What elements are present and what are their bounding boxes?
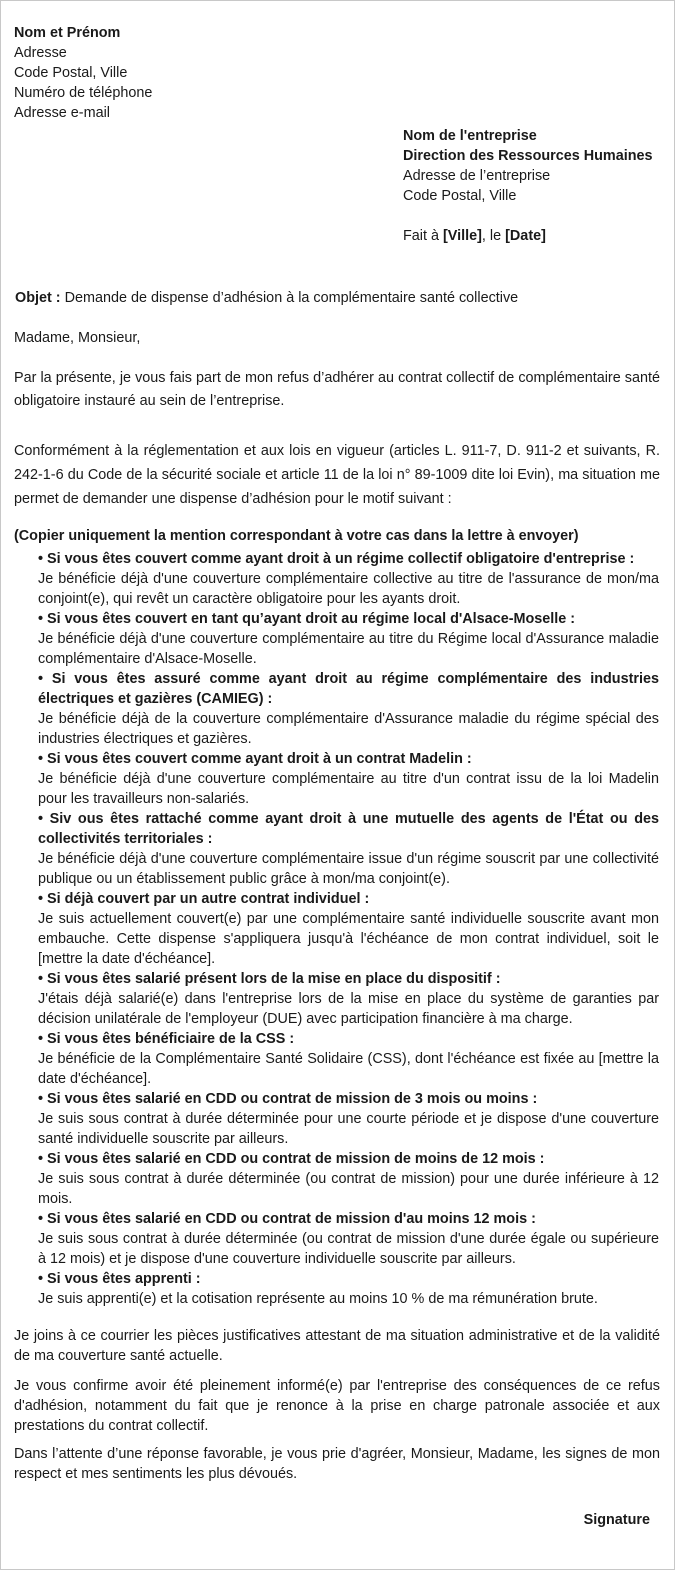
case-text: Je suis sous contrat à durée déterminée pour une courte période et je dispose d'une couverture santé individuelle souscrite par ailleurs. bbox=[38, 1111, 659, 1147]
subject-text: Demande de dispense d’adhésion à la complémentaire santé collective bbox=[60, 290, 519, 306]
date-placeholder: [Date] bbox=[505, 228, 546, 244]
closing-paragraph: Dans l’attente d’une réponse favorable, je vous prie d'agréer, Monsieur, Madame, les signes de mon respect et mes sentiments les plus dévoués. bbox=[14, 1446, 660, 1482]
case-heading: • Si vous êtes bénéficiaire de la CSS : bbox=[38, 1031, 295, 1047]
case-heading: • Si vous êtes couvert comme ayant droit à un régime collectif obligatoire d'entreprise : bbox=[38, 551, 635, 567]
case-item bbox=[38, 609, 659, 669]
confirmation-paragraph: Je vous confirme avoir été pleinement informé(e) par l'entreprise des conséquences de ce refus d'adhésion, notamment du fait que je renonce à la prise en charge patronale associée et aux prestations du contrat collectif. bbox=[14, 1378, 660, 1434]
case-heading: • Si vous êtes couvert comme ayant droit à un contrat Madelin : bbox=[38, 751, 472, 767]
sender-phone: Numéro de téléphone bbox=[14, 85, 153, 101]
recipient-postal: Code Postal, Ville bbox=[403, 188, 517, 204]
sender-block bbox=[14, 23, 152, 123]
case-text: J'étais déjà salarié(e) dans l'entreprise lors de la mise en place du système de garanties par décision unilatérale de l'employeur (DUE) avec participation financière à ma charge. bbox=[38, 991, 659, 1027]
intro-paragraph: Par la présente, je vous fais part de mon refus d’adhérer au contrat collectif de complémentaire santé obligatoire instauré au sein de l’entreprise. bbox=[14, 370, 660, 409]
subject-label: Objet : bbox=[15, 290, 61, 306]
case-text: Je bénéficie déjà d'une couverture complémentaire au titre du Régime local d'Assurance maladie complémentaire d'Alsace-Moselle. bbox=[38, 631, 659, 667]
case-item bbox=[38, 1149, 659, 1209]
cases-list bbox=[38, 549, 659, 1309]
case-text: Je suis sous contrat à durée déterminée (ou contrat de mission) pour une durée inférieure à 12 mois. bbox=[38, 1171, 659, 1207]
case-text: Je bénéficie déjà d'une couverture complémentaire collective au titre de l'assurance de mon/ma conjoint(e), qui revêt un caractère obligatoire pour les ayants droit. bbox=[38, 571, 659, 607]
case-text: Je bénéficie de la Complémentaire Santé Solidaire (CSS), dont l'échéance est fixée au [mettre la date d'échéance]. bbox=[38, 1051, 659, 1087]
case-text: Je bénéficie déjà d'une couverture complémentaire au titre d'un contrat issu de la loi Madelin pour les travailleurs non-salariés. bbox=[38, 771, 659, 807]
city-placeholder: [Ville] bbox=[443, 228, 482, 244]
recipient-address: Adresse de l’entreprise bbox=[403, 168, 551, 184]
recipient-block bbox=[403, 126, 653, 246]
fait-prefix: Fait à bbox=[403, 228, 443, 244]
case-item bbox=[38, 1269, 659, 1309]
case-item bbox=[38, 809, 659, 889]
case-item bbox=[38, 889, 659, 969]
greeting: Madame, Monsieur, bbox=[14, 330, 141, 346]
signature: Signature bbox=[583, 1512, 650, 1528]
place-date-line bbox=[403, 226, 653, 246]
case-heading: • Si déjà couvert par un autre contrat individuel : bbox=[38, 891, 370, 907]
case-heading: • Si vous êtes apprenti : bbox=[38, 1271, 201, 1287]
case-item bbox=[38, 969, 659, 1029]
case-heading: • Si vous êtes salarié en CDD ou contrat de mission de 3 mois ou moins : bbox=[38, 1091, 538, 1107]
sender-postal: Code Postal, Ville bbox=[14, 65, 128, 81]
case-heading: • Si vous êtes couvert en tant qu’ayant droit au régime local d'Alsace-Moselle : bbox=[38, 611, 576, 627]
sender-name: Nom et Prénom bbox=[14, 25, 121, 41]
case-heading: • Si vous êtes salarié présent lors de la mise en place du dispositif : bbox=[38, 971, 501, 987]
case-heading: • Si vous êtes salarié en CDD ou contrat de mission de moins de 12 mois : bbox=[38, 1151, 545, 1167]
case-item bbox=[38, 749, 659, 809]
le-text: , le bbox=[481, 228, 506, 244]
recipient-company: Nom de l'entreprise bbox=[403, 128, 537, 144]
case-item bbox=[38, 1089, 659, 1149]
case-heading: • Si vous êtes assuré comme ayant droit au régime complémentaire des industries électriques et gazières (CAMIEG) : bbox=[38, 671, 659, 707]
case-item bbox=[38, 1029, 659, 1089]
case-item bbox=[38, 1209, 659, 1269]
attachments-paragraph: Je joins à ce courrier les pièces justificatives attestant de ma situation administrative et de la validité de ma couverture santé actuelle. bbox=[14, 1328, 660, 1364]
case-heading: • Siv ous êtes rattaché comme ayant droit à une mutuelle des agents de l'État ou des collectivités territoriales : bbox=[38, 811, 659, 847]
case-heading: • Si vous êtes salarié en CDD ou contrat de mission d'au moins 12 mois : bbox=[38, 1211, 536, 1227]
subject-line bbox=[15, 288, 518, 308]
copy-instruction: (Copier uniquement la mention correspondant à votre cas dans la lettre à envoyer) bbox=[14, 528, 579, 544]
case-text: Je bénéficie déjà de la couverture complémentaire d'Assurance maladie du régime spécial des industries électriques et gazières. bbox=[38, 711, 659, 747]
case-text: Je suis apprenti(e) et la cotisation représente au moins 10 % de ma rémunération brute. bbox=[38, 1291, 598, 1307]
legal-paragraph: Conformément à la réglementation et aux lois en vigueur (articles L. 911-7, D. 911-2 et suivants, R. 242-1-6 du Code de la sécurité sociale et article 11 de la loi n° 89-1009 dite loi Evin), ma situation me permet de demander une dispense d’adhésion pour le motif suivant : bbox=[14, 443, 660, 507]
sender-address: Adresse bbox=[14, 45, 67, 61]
sender-email: Adresse e-mail bbox=[14, 105, 110, 121]
recipient-department: Direction des Ressources Humaines bbox=[403, 148, 653, 164]
case-item bbox=[38, 669, 659, 749]
case-text: Je suis sous contrat à durée déterminée (ou contrat de mission d'une durée égale ou supérieure à 12 mois) et je dispose d'une couverture individuelle souscrite par ailleurs. bbox=[38, 1231, 659, 1267]
case-text: Je suis actuellement couvert(e) par une complémentaire santé individuelle souscrite avant mon embauche. Cette dispense s'appliquera jusqu'à l'échéance de mon contrat individuel, soit le [mettre la date d'échéance]. bbox=[38, 911, 659, 967]
case-text: Je bénéficie déjà d'une couverture complémentaire issue d'un régime souscrit par une collectivité publique ou un établissement public grâce à mon/ma conjoint(e). bbox=[38, 851, 659, 887]
case-item bbox=[38, 549, 659, 609]
